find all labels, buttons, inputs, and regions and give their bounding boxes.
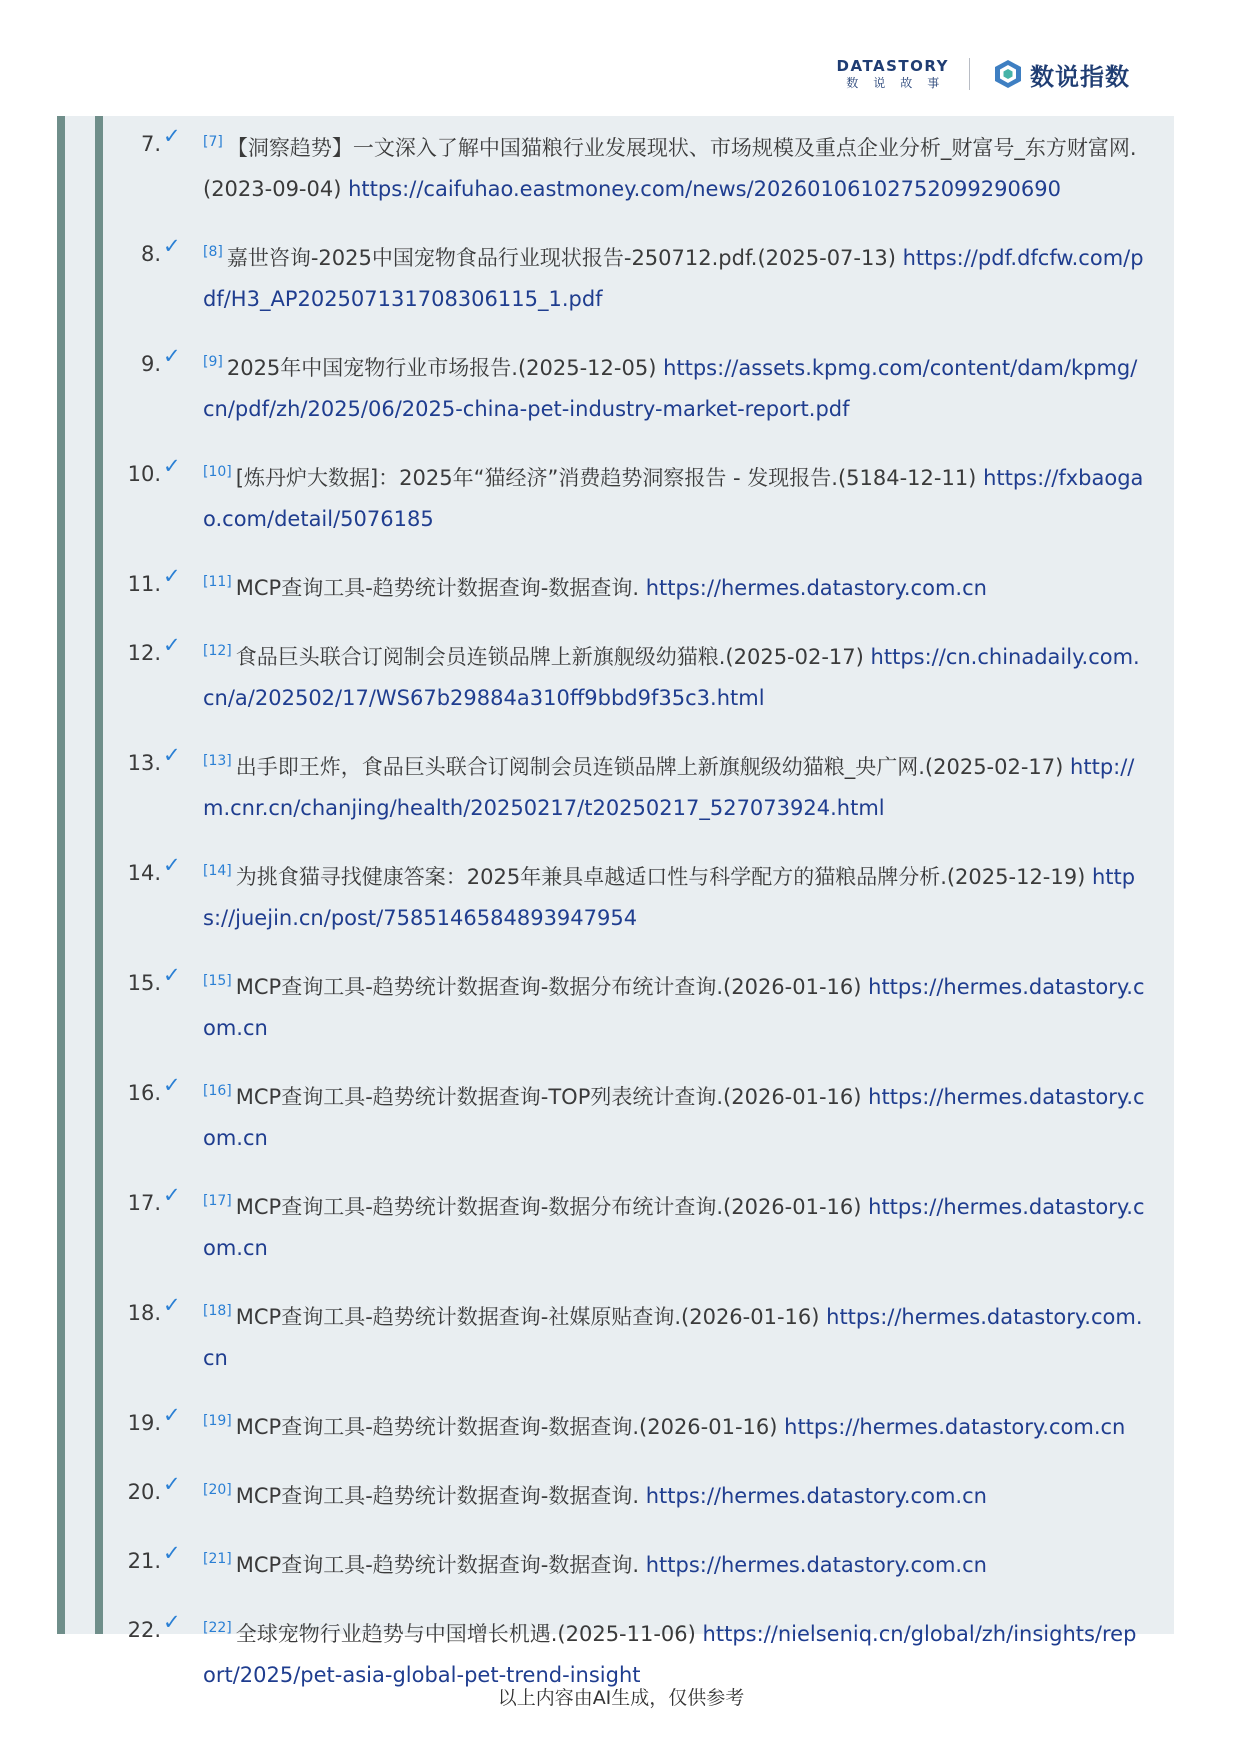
reference-number: 13. (127, 751, 161, 775)
reference-item (115, 961, 1145, 1049)
ai-disclaimer: 以上内容由AI生成，仅供参考 (497, 1687, 745, 1709)
citation-tag: [14] (203, 863, 232, 879)
citation-tag: [13] (203, 753, 232, 769)
reference-number: 15. (127, 971, 161, 995)
reference-title: 为挑食猫寻找健康答案：2025年兼具卓越适口性与科学配方的猫粮品牌分析.(2025-12-19) (235, 865, 1086, 889)
checkmark-icon: ✓ (163, 963, 181, 987)
reference-item (115, 342, 1145, 430)
citation-tag: [21] (203, 1551, 232, 1567)
product-name: 数说指数 (1030, 62, 1130, 91)
reference-item (115, 122, 1145, 210)
shuoshuo-index-logo (992, 57, 1130, 92)
checkmark-icon: ✓ (163, 1293, 181, 1317)
panel-inner-bar (95, 116, 103, 1634)
reference-item (115, 631, 1145, 719)
reference-number: 12. (127, 641, 161, 665)
reference-number: 7. (140, 132, 161, 156)
checkmark-icon: ✓ (163, 743, 181, 767)
reference-item (115, 562, 1145, 609)
reference-item (115, 1291, 1145, 1379)
reference-link[interactable]: https://nielseniq.cn/global/zh/insights/report/2025/pet-asia-global-pet-trend-insight (203, 1622, 1137, 1687)
reference-number: 20. (127, 1480, 161, 1504)
reference-title: MCP查询工具-趋势统计数据查询-TOP列表统计查询.(2026-01-16) (235, 1085, 862, 1109)
reference-item (115, 741, 1145, 829)
page-header (837, 52, 1130, 96)
datastory-subtitle: 数说故事 (846, 76, 955, 90)
reference-title: MCP查询工具-趋势统计数据查询-数据查询. (235, 576, 640, 600)
checkmark-icon: ✓ (163, 1183, 181, 1207)
reference-link[interactable]: https://hermes.datastory.com.cn (645, 1553, 987, 1577)
reference-link[interactable]: https://juejin.cn/post/7585146584893947954 (203, 865, 1136, 930)
citation-tag: [18] (203, 1303, 232, 1319)
reference-title: 【洞察趋势】一文深入了解中国猫粮行业发展现状、市场规模及重点企业分析_财富号_东方财富网.(2023-09-04) (203, 136, 1137, 201)
reference-number: 21. (127, 1549, 161, 1573)
reference-link[interactable]: https://hermes.datastory.com.cn (203, 1195, 1145, 1260)
checkmark-icon: ✓ (163, 633, 181, 657)
reference-link[interactable]: https://assets.kpmg.com/content/dam/kpmg/cn/pdf/zh/2025/06/2025-china-pet-industry-market-report.pdf (203, 356, 1138, 421)
citation-tag: [10] (203, 464, 232, 480)
reference-title: MCP查询工具-趋势统计数据查询-数据查询. (235, 1553, 640, 1577)
reference-link[interactable]: http://m.cnr.cn/chanjing/health/20250217/t20250217_527073924.html (203, 755, 1135, 820)
reference-item (115, 232, 1145, 320)
reference-title: MCP查询工具-趋势统计数据查询-数据查询. (235, 1484, 640, 1508)
citation-tag: [11] (203, 574, 232, 590)
checkmark-icon: ✓ (163, 1073, 181, 1097)
panel-left-bar (57, 116, 65, 1634)
header-divider (969, 58, 970, 90)
hexagon-logo-icon (992, 58, 1024, 90)
citation-tag: [9] (203, 354, 223, 370)
reference-number: 9. (140, 352, 161, 376)
citation-tag: [12] (203, 643, 232, 659)
reference-item (115, 1539, 1145, 1586)
reference-item (115, 1470, 1145, 1517)
reference-link[interactable]: https://caifuhao.eastmoney.com/news/20260106102752099290690 (348, 177, 1061, 201)
reference-link[interactable]: https://fxbaogao.com/detail/5076185 (203, 466, 1144, 531)
reference-title: 嘉世咨询-2025中国宠物食品行业现状报告-250712.pdf.(2025-07-13) (226, 246, 896, 270)
checkmark-icon: ✓ (163, 564, 181, 588)
reference-link[interactable]: https://hermes.datastory.com.cn (784, 1415, 1126, 1439)
reference-number: 8. (140, 242, 161, 266)
citation-tag: [17] (203, 1193, 232, 1209)
reference-list (115, 122, 1145, 1718)
reference-link[interactable]: https://hermes.datastory.com.cn (203, 975, 1145, 1040)
citation-tag: [20] (203, 1482, 232, 1498)
citation-tag: [16] (203, 1083, 232, 1099)
reference-title: 食品巨头联合订阅制会员连锁品牌上新旗舰级幼猫粮.(2025-02-17) (235, 645, 864, 669)
checkmark-icon: ✓ (163, 124, 181, 148)
reference-link[interactable]: https://cn.chinadaily.com.cn/a/202502/17/WS67b29884a310ff9bbd9f35c3.html (203, 645, 1140, 710)
reference-item (115, 851, 1145, 939)
reference-title: [炼丹炉大数据]：2025年“猫经济”消费趋势洞察报告 - 发现报告.(5184-12-11) (235, 466, 977, 490)
datastory-logo (836, 57, 955, 91)
reference-link[interactable]: https://pdf.dfcfw.com/pdf/H3_AP202507131708306115_1.pdf (203, 246, 1144, 311)
citation-tag: [15] (203, 973, 232, 989)
reference-title: MCP查询工具-趋势统计数据查询-数据分布统计查询.(2026-01-16) (235, 1195, 862, 1219)
reference-title: 全球宠物行业趋势与中国增长机遇.(2025-11-06) (235, 1622, 696, 1646)
reference-link[interactable]: https://hermes.datastory.com.cn (203, 1305, 1143, 1370)
citation-tag: [19] (203, 1413, 232, 1429)
checkmark-icon: ✓ (163, 853, 181, 877)
reference-number: 16. (127, 1081, 161, 1105)
reference-item (115, 452, 1145, 540)
reference-number: 11. (127, 572, 161, 596)
checkmark-icon: ✓ (163, 344, 181, 368)
reference-link[interactable]: https://hermes.datastory.com.cn (645, 576, 987, 600)
checkmark-icon: ✓ (163, 234, 181, 258)
citation-tag: [7] (203, 134, 223, 150)
reference-number: 18. (127, 1301, 161, 1325)
reference-number: 22. (127, 1618, 161, 1642)
reference-link[interactable]: https://hermes.datastory.com.cn (645, 1484, 987, 1508)
citation-tag: [22] (203, 1620, 232, 1636)
reference-title: MCP查询工具-趋势统计数据查询-数据查询.(2026-01-16) (235, 1415, 778, 1439)
checkmark-icon: ✓ (163, 1610, 181, 1634)
checkmark-icon: ✓ (163, 454, 181, 478)
reference-title: 出手即王炸，食品巨头联合订阅制会员连锁品牌上新旗舰级幼猫粮_央广网.(2025-02-17) (235, 755, 1064, 779)
reference-link[interactable]: https://hermes.datastory.com.cn (203, 1085, 1145, 1150)
checkmark-icon: ✓ (163, 1541, 181, 1565)
citation-tag: [8] (203, 244, 223, 260)
reference-number: 10. (127, 462, 161, 486)
checkmark-icon: ✓ (163, 1403, 181, 1427)
reference-number: 19. (127, 1411, 161, 1435)
reference-item (115, 1071, 1145, 1159)
reference-item (115, 1401, 1145, 1448)
reference-title: MCP查询工具-趋势统计数据查询-社媒原贴查询.(2026-01-16) (235, 1305, 820, 1329)
reference-title: MCP查询工具-趋势统计数据查询-数据分布统计查询.(2026-01-16) (235, 975, 862, 999)
datastory-wordmark: DATASTORY (836, 57, 949, 75)
reference-item (115, 1181, 1145, 1269)
reference-title: 2025年中国宠物行业市场报告.(2025-12-05) (226, 356, 657, 380)
checkmark-icon: ✓ (163, 1472, 181, 1496)
reference-number: 14. (127, 861, 161, 885)
reference-number: 17. (127, 1191, 161, 1215)
